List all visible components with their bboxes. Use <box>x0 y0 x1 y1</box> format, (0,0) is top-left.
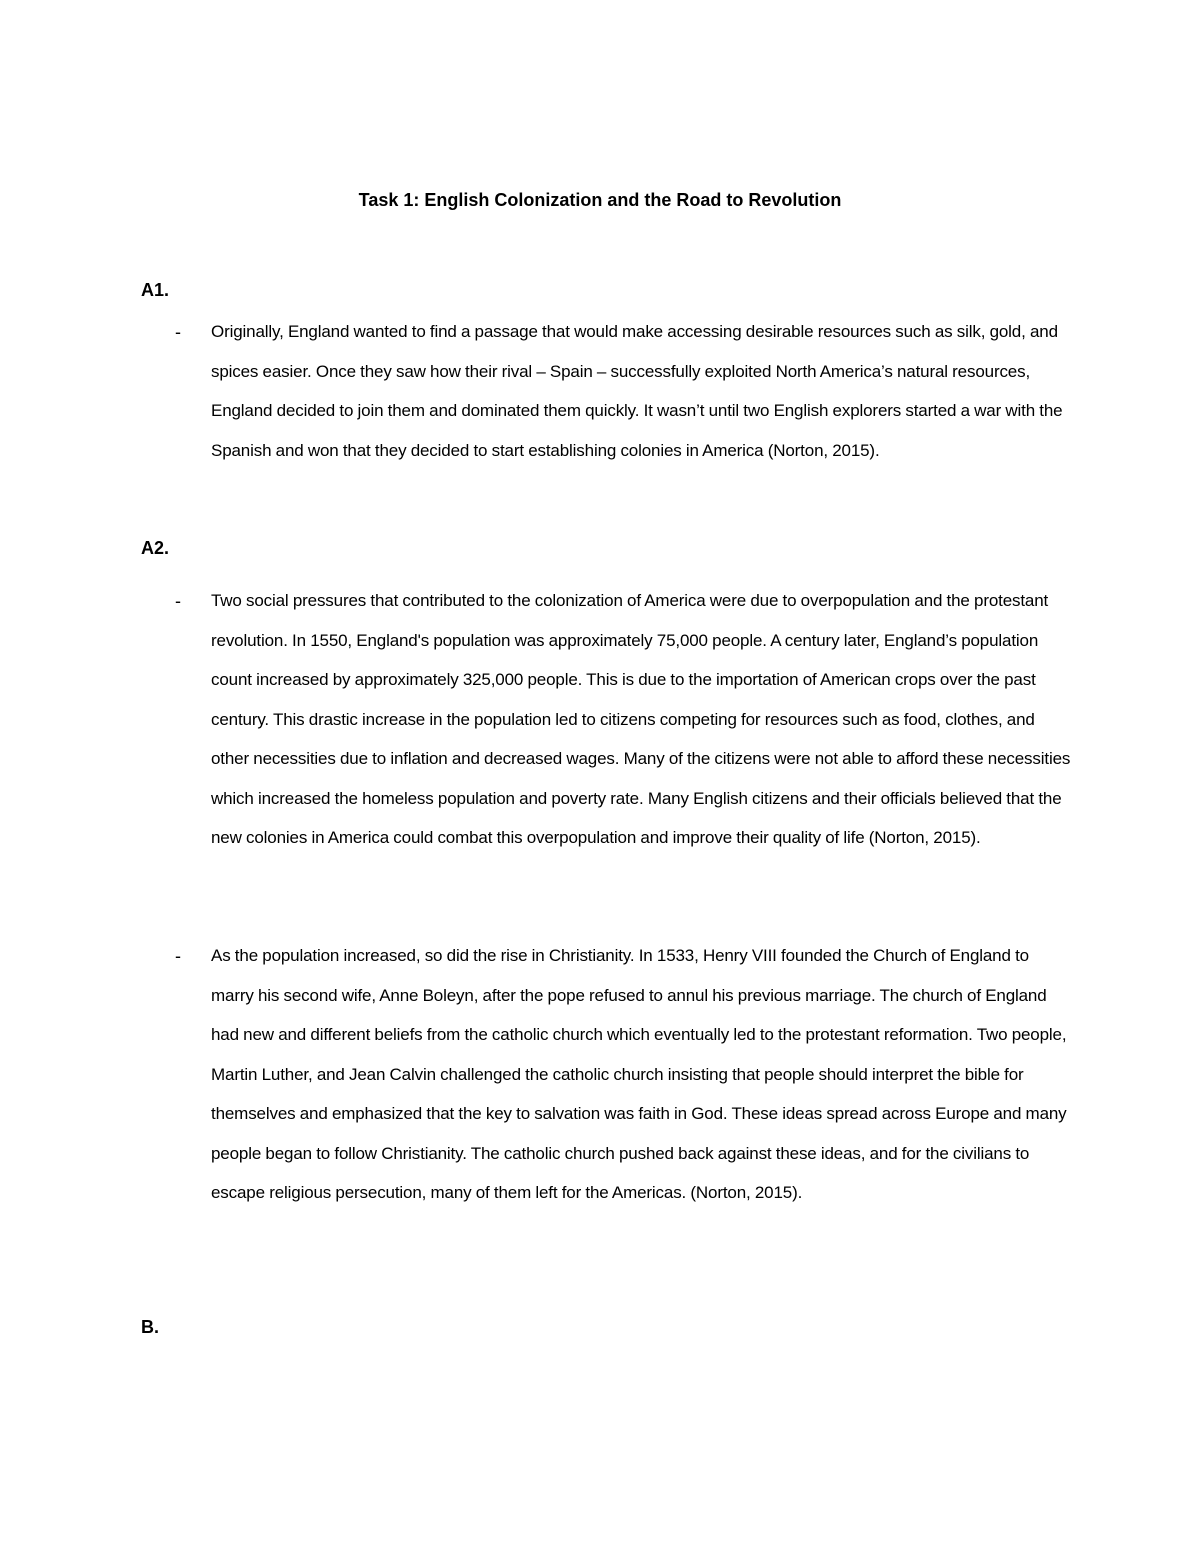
section-heading-a2: A2. <box>141 538 170 558</box>
bullet-marker: - <box>175 946 181 966</box>
bullet-marker: - <box>175 322 181 342</box>
paragraph-a2-overpopulation: Two social pressures that contributed to the colonization of America were due to overpopulation and the protestant revolution. In 1550, England's population was approximately 75,000 people. A century later, England’s population count increased by approximately 325,000 people. This is due to the importation of American crops over the past century. This drastic increase in the population led to citizens competing for resources such as food, clothes, and other necessities due to inflation and decreased wages. Many of the citizens were not able to afford these necessities which increased the homeless population and poverty rate. Many English citizens and their officials believed that the new colonies in America could combat this overpopulation and improve their quality of life (Norton, 2015). <box>211 591 1071 847</box>
paragraph-a1: Originally, England wanted to find a passage that would make accessing desirable resources such as silk, gold, and spices easier. Once they saw how their rival – Spain – successfully exploited North America’s natural resources, England decided to join them and dominated them quickly. It wasn’t until two English explorers started a war with the Spanish and won that they decided to start establishing colonies in America (Norton, 2015). <box>211 322 1063 460</box>
bullet-marker: - <box>175 591 181 611</box>
section-heading-b: B. <box>141 1317 159 1337</box>
paragraph-a2-religion: As the population increased, so did the rise in Christianity. In 1533, Henry VIII founded the Church of England to marry his second wife, Anne Boleyn, after the pope refused to annul his previous marriage. The church of England had new and different beliefs from the catholic church which eventually led to the protestant reformation. Two people, Martin Luther, and Jean Calvin challenged the catholic church insisting that people should interpret the bible for themselves and emphasized that the key to salvation was faith in God. These ideas spread across Europe and many people began to follow Christianity. The catholic church pushed back against these ideas, and for the civilians to escape religious persecution, many of them left for the Americas. (Norton, 2015). <box>211 946 1067 1202</box>
section-heading-a1: A1. <box>141 280 170 300</box>
document-title: Task 1: English Colonization and the Road to Revolution <box>358 190 842 210</box>
